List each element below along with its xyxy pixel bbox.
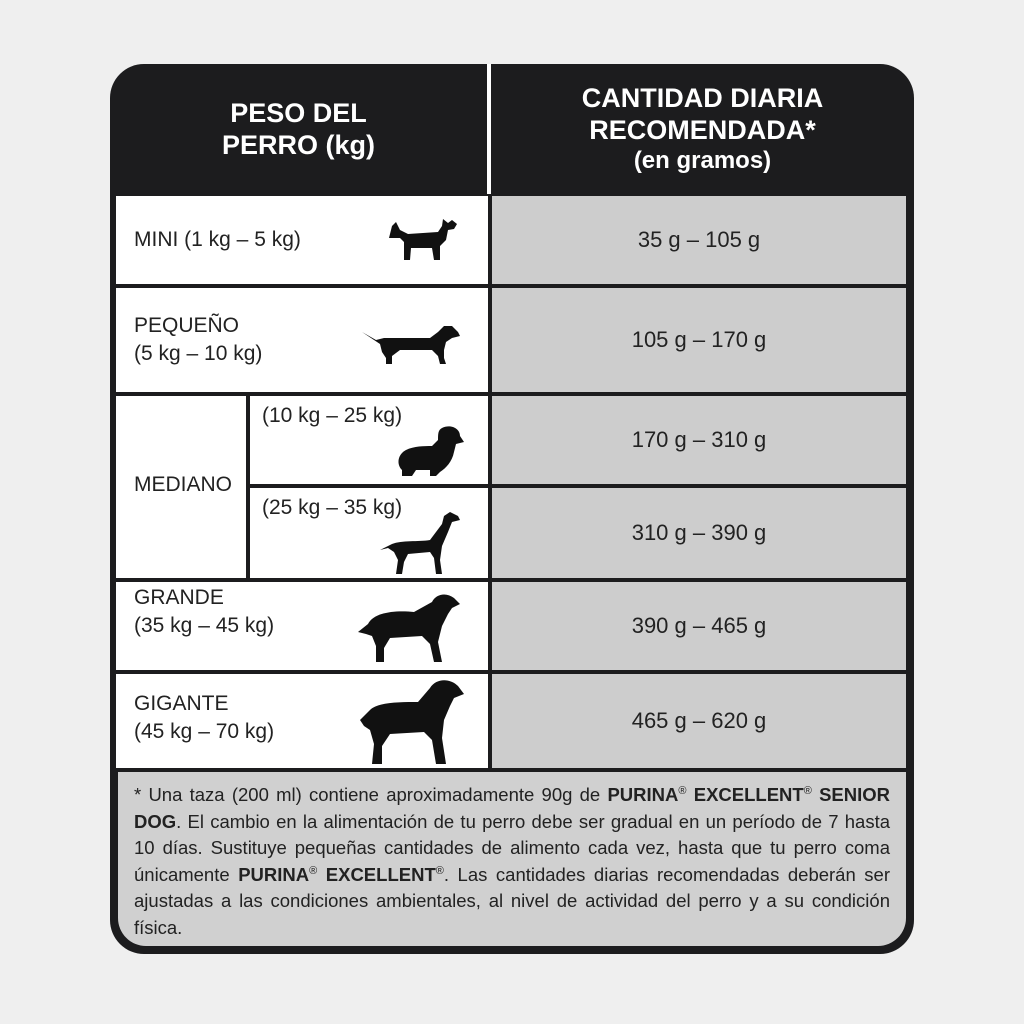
footnote-product-2: SENIOR DOG <box>134 784 891 832</box>
row-grande-name: GRANDE <box>134 586 224 609</box>
pointer-dog-icon <box>378 510 462 576</box>
footnote-brand: PURINA <box>607 784 679 805</box>
row-mediano-sub2-amount: 310 g – 390 g <box>492 488 906 578</box>
spaniel-dog-icon <box>394 424 466 478</box>
footnote-product-3: EXCELLENT <box>325 863 436 885</box>
footnote-text-3: . Las cantidades diarias recomendadas deberán ser ajustadas a las condiciones ambientales, al nivel de actividad del perro y a su condición física. <box>134 863 891 938</box>
row-grande-amount: 390 g – 465 g <box>492 582 906 670</box>
footnote <box>118 772 906 946</box>
rottweiler-dog-icon <box>356 676 466 766</box>
header-amount <box>491 64 914 194</box>
row-mediano-sub1-cell <box>250 396 488 484</box>
row-gigante-label-cell <box>116 674 488 768</box>
footnote-reg-mark-2: ® <box>803 784 812 797</box>
row-pequeno-range: (5 kg – 10 kg) <box>134 342 263 365</box>
footnote-text-1: * Una taza (200 ml) contiene aproximadamente 90g de <box>134 784 608 805</box>
row-mediano-label-cell <box>116 396 246 578</box>
row-grande-range: (35 kg – 45 kg) <box>134 614 275 637</box>
footnote-text-2: . El cambio en la alimentación de tu perro debe ser gradual en un período de 7 hasta 10 días. Sustituye pequeñas cantidades de alimento cada vez, hasta que tu perro coma únicamente <box>134 810 890 885</box>
footnote-reg-mark-4: ® <box>435 864 444 877</box>
row-gigante-range: (45 kg – 70 kg) <box>134 720 275 743</box>
row-mediano-label: MEDIANO <box>134 473 233 496</box>
row-pequeno-amount: 105 g – 170 g <box>492 288 906 392</box>
row-pequeno-name: PEQUEÑO <box>134 314 240 337</box>
footnote-brand-2: PURINA <box>238 863 310 885</box>
header-weight-line1: PESO DEL <box>230 98 367 128</box>
header-amount-line2: RECOMENDADA* <box>589 115 816 145</box>
header-weight-line2: PERRO (kg) <box>221 130 375 160</box>
header-amount-line3: (en gramos) <box>633 147 772 174</box>
row-pequeno-label-cell <box>116 288 488 392</box>
header-amount-line1: CANTIDAD DIARIA <box>581 83 824 113</box>
row-mediano-sub2-range: (25 kg – 35 kg) <box>262 496 403 519</box>
small-terrier-dog-icon <box>386 216 466 266</box>
row-mini-label: MINI (1 kg – 5 kg) <box>134 228 301 251</box>
row-mediano-sub1-range: (10 kg – 25 kg) <box>262 404 403 427</box>
row-mini-label-cell <box>116 196 488 284</box>
header-weight <box>110 64 487 194</box>
row-gigante-amount: 465 g – 620 g <box>492 674 906 768</box>
footnote-reg-mark: ® <box>678 784 687 797</box>
feeding-table <box>110 64 914 954</box>
footnote-product: EXCELLENT <box>693 784 804 805</box>
footnote-reg-mark-3: ® <box>309 864 318 877</box>
row-gigante-name: GIGANTE <box>134 692 229 715</box>
row-mediano-sub1-amount: 170 g – 310 g <box>492 396 906 484</box>
dachshund-dog-icon <box>360 318 464 368</box>
row-mediano-sub2-cell <box>250 488 488 578</box>
row-grande-label-cell <box>116 582 488 670</box>
row-mini-amount: 35 g – 105 g <box>492 196 906 284</box>
retriever-dog-icon <box>356 590 462 664</box>
